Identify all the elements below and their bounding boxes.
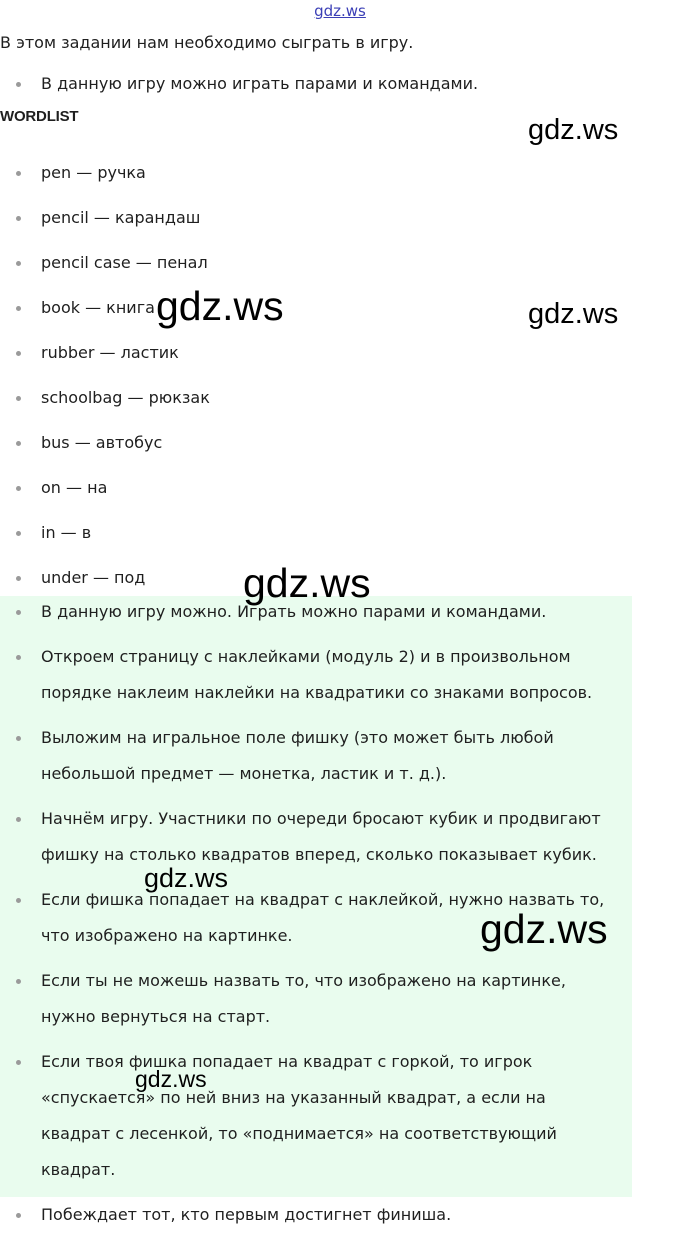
bullet-icon xyxy=(16,531,21,536)
list-item xyxy=(0,155,640,200)
bullet-icon xyxy=(16,441,21,446)
word-entry: under — под xyxy=(41,568,146,587)
list-item xyxy=(0,66,640,102)
bullet-icon xyxy=(16,306,21,311)
watermark: gdz.ws xyxy=(528,298,619,330)
wordlist-heading: WORDLIST xyxy=(0,108,79,125)
intro-bullet xyxy=(0,66,640,102)
watermark: gdz.ws xyxy=(135,1066,207,1092)
rule-text: Побеждает тот, кто первым достигнет финиша. xyxy=(41,1205,452,1224)
bullet-icon xyxy=(16,817,21,822)
intro-text: В этом задании нам необходимо сыграть в игру. xyxy=(0,33,414,52)
list-item xyxy=(0,963,632,1035)
rule-text: Если твоя фишка попадает на квадрат с горкой, то игрок «спускается» по ней вниз на указанный квадрат, а если на квадрат с лесенкой, то «поднимается» на соответствующий квадрат. xyxy=(41,1052,557,1179)
word-entry: pen — ручка xyxy=(41,163,146,182)
rule-text: Откроем страницу с наклейками (модуль 2) и в произвольном порядке наклеим наклейки на квадратики со знаками вопросов. xyxy=(41,647,593,702)
wordlist xyxy=(0,155,640,605)
watermark: gdz.ws xyxy=(156,283,284,329)
bullet-icon xyxy=(16,979,21,984)
rule-text: Начнём игру. Участники по очереди бросают кубик и продвигают фишку на столько квадратов вперед, сколько показывает кубик. xyxy=(41,809,601,864)
word-entry: book — книга xyxy=(41,298,155,317)
bullet-icon xyxy=(16,351,21,356)
rule-text: Выложим на игральное поле фишку (это может быть любой небольшой предмет — монетка, ластик и т. д.). xyxy=(41,728,554,783)
bullet-icon xyxy=(16,261,21,266)
word-entry: on — на xyxy=(41,478,108,497)
rule-text: Если фишка попадает на квадрат с наклейкой, нужно назвать то, что изображено на картинке. xyxy=(41,890,605,945)
intro-bullet-text: В данную игру можно играть парами и командами. xyxy=(41,74,479,93)
bullet-icon xyxy=(16,396,21,401)
word-entry: bus — автобус xyxy=(41,433,163,452)
list-item xyxy=(0,515,640,560)
list-item xyxy=(0,801,632,873)
word-entry: schoolbag — рюкзак xyxy=(41,388,210,407)
site-link[interactable]: gdz.ws xyxy=(314,2,366,20)
list-item xyxy=(0,245,640,290)
bullet-icon xyxy=(16,82,21,87)
bullet-icon xyxy=(16,216,21,221)
word-entry: rubber — ластик xyxy=(41,343,179,362)
word-entry: in — в xyxy=(41,523,92,542)
bullet-icon xyxy=(16,898,21,903)
rule-text: В данную игру можно. Играть можно парами и командами. xyxy=(41,602,547,621)
bullet-icon xyxy=(16,655,21,660)
watermark: gdz.ws xyxy=(243,560,371,606)
word-entry: pencil case — пенал xyxy=(41,253,208,272)
watermark: gdz.ws xyxy=(144,863,229,893)
list-item xyxy=(0,425,640,470)
list-item xyxy=(0,639,632,711)
bullet-icon xyxy=(16,1060,21,1065)
bullet-icon xyxy=(16,610,21,615)
bullet-icon xyxy=(16,736,21,741)
bullet-icon xyxy=(16,1213,21,1218)
watermark: gdz.ws xyxy=(528,114,619,146)
list-item xyxy=(0,470,640,515)
bullet-icon xyxy=(16,576,21,581)
list-item xyxy=(0,380,640,425)
list-item xyxy=(0,200,640,245)
watermark: gdz.ws xyxy=(480,906,608,952)
bullet-icon xyxy=(16,171,21,176)
list-item xyxy=(0,720,632,792)
list-item xyxy=(0,1197,632,1233)
word-entry: pencil — карандаш xyxy=(41,208,201,227)
list-item xyxy=(0,1044,632,1188)
rule-text: Если ты не можешь назвать то, что изображено на картинке, нужно вернуться на старт. xyxy=(41,971,566,1026)
bullet-icon xyxy=(16,486,21,491)
list-item xyxy=(0,335,640,380)
